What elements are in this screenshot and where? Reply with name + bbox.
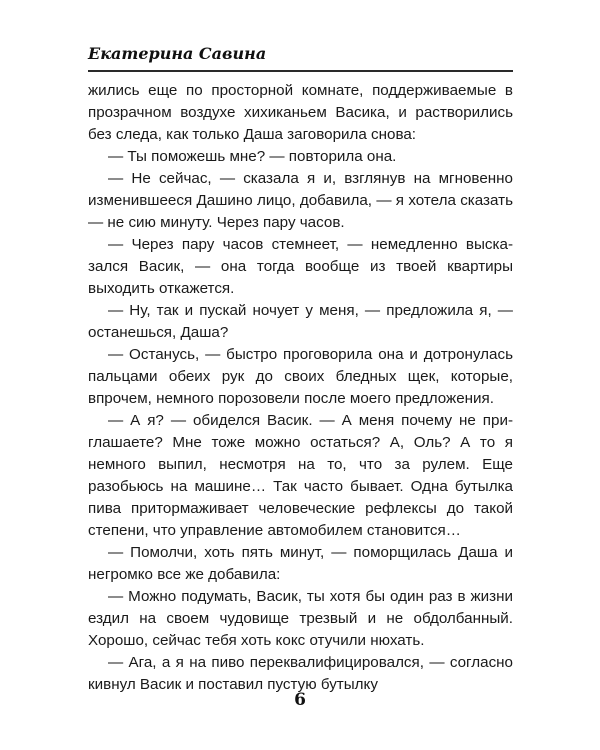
paragraph-continuation: жились еще по просторной комнате, поддерживаемые в прозрачном воздухе хихиканьем Васика, и растворились без следа, как только Даша заговорила снова: xyxy=(88,82,513,143)
paragraph: — Не сейчас, — сказала я и, взглянув на мгновенно изменившееся Дашино лицо, добавила, — я хотела сказать — не сию минуту. Через пару часов. xyxy=(88,170,513,231)
paragraph: — Можно подумать, Васик, ты хотя бы один раз в жизни ездил на своем чудовище трезвый и не обдолбанный. Хорошо, сейчас тебя хоть кокс отучили нюхать. xyxy=(88,588,513,649)
author-name: Екатерина Савина xyxy=(88,44,267,63)
header-rule xyxy=(88,70,513,72)
paragraph: — Ну, так и пускай ночует у меня, — предложила я, — останешься, Даша? xyxy=(88,302,513,341)
page-number: 6 xyxy=(294,690,306,710)
paragraph: — А я? — обиделся Васик. — А меня почему не приглашаете? Мне тоже можно остаться? А, Оль? А то я немного выпил, несмотря на то, что за рулем. Еще разобьюсь на машине… Так часто бывает. Одна бутылка пива притормаживает человеческие рефлексы до такой степени, что управление автомобилем становится… xyxy=(88,412,513,539)
paragraph: — Помолчи, хоть пять минут, — поморщилась Даша и негромко все же добавила: xyxy=(88,544,513,583)
paragraph: — Через пару часов стемнеет, — немедленно высказался Васик, — она тогда вообще из твоей квартиры выходить откажется. xyxy=(88,236,513,297)
running-header xyxy=(88,44,513,72)
body-text xyxy=(88,80,513,696)
paragraph: — Ты поможешь мне? — повторила она. xyxy=(108,148,397,165)
paragraph: — Ага, а я на пиво переквалифицировался, — согласно кивнул Васик и поставил пустую бутылку xyxy=(88,654,513,693)
paragraph: — Останусь, — быстро проговорила она и дотронулась пальцами обеих рук до своих бледных щек, которые, впрочем, немного порозовели после моего предложения. xyxy=(88,346,513,407)
